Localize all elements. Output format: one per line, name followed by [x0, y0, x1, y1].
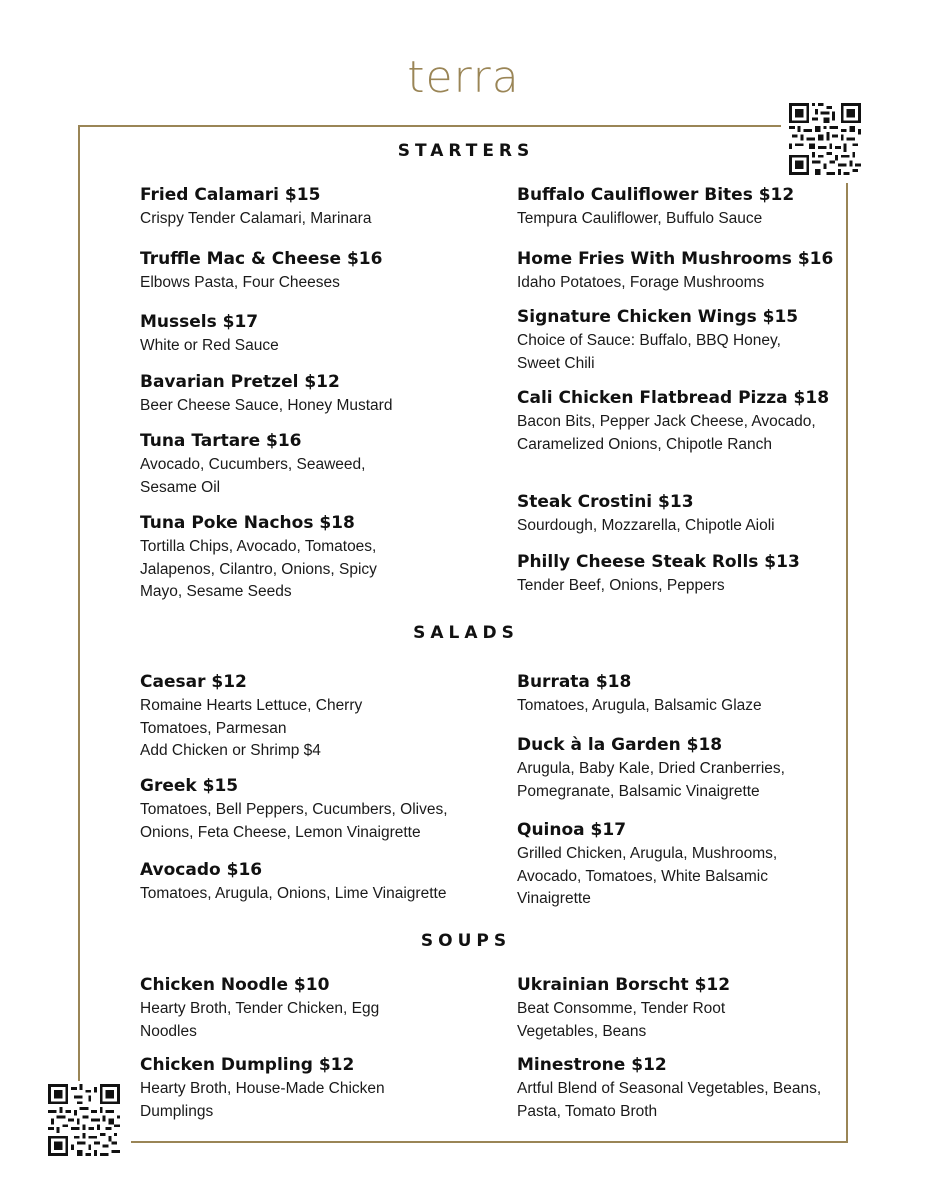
menu-item-description: Arugula, Baby Kale, Dried Cranberries, Pomegranate, Balsamic Vinaigrette [517, 760, 785, 800]
menu-item-name: Burrata $18 [517, 672, 632, 692]
qr-code-icon[interactable] [789, 103, 861, 175]
menu-item [140, 248, 470, 295]
menu-item [517, 819, 807, 911]
menu-item [517, 248, 847, 295]
menu-item [517, 671, 847, 718]
menu-item [517, 1054, 837, 1123]
menu-item-description: Beer Cheese Sauce, Honey Mustard [140, 397, 393, 414]
menu-item-description: Tomatoes, Bell Peppers, Cucumbers, Olives, Onions, Feta Cheese, Lemon Vinaigrette [140, 801, 448, 841]
menu-item-description: Choice of Sauce: Buffalo, BBQ Honey, Sweet Chili [517, 332, 781, 372]
menu-item-description: Hearty Broth, Tender Chicken, Egg Noodles [140, 1000, 380, 1040]
menu-item [517, 974, 757, 1043]
menu-item-name: Quinoa $17 [517, 820, 627, 840]
menu-item-name: Chicken Noodle $10 [140, 975, 330, 995]
menu-item-name: Cali Chicken Flatbread Pizza $18 [517, 388, 830, 408]
menu-item-name: Minestrone $12 [517, 1055, 667, 1075]
restaurant-name: terra [407, 52, 520, 103]
menu-item-name: Greek $15 [140, 776, 239, 796]
menu-item [517, 491, 847, 538]
menu-item [140, 371, 470, 418]
menu-item-addon: Add Chicken or Shrimp $4 [140, 742, 321, 759]
menu-item-description: Bacon Bits, Pepper Jack Cheese, Avocado, Caramelized Onions, Chipotle Ranch [517, 413, 816, 453]
menu-item-description: Avocado, Cucumbers, Seaweed, Sesame Oil [140, 456, 366, 496]
menu-item-description: White or Red Sauce [140, 337, 279, 354]
menu-item [140, 184, 470, 231]
qr-code-icon[interactable] [48, 1084, 120, 1156]
menu-item-name: Caesar $12 [140, 672, 247, 692]
menu-item-name: Fried Calamari $15 [140, 185, 321, 205]
menu-item-name: Chicken Dumpling $12 [140, 1055, 355, 1075]
section-title-salads: SALADS [413, 623, 519, 643]
menu-item [517, 387, 830, 456]
menu-item [517, 306, 817, 375]
menu-item-name: Buffalo Cauliflower Bites $12 [517, 185, 795, 205]
menu-item-name: Truffle Mac & Cheese $16 [140, 249, 383, 269]
menu-item-name: Mussels $17 [140, 312, 259, 332]
menu-item [140, 512, 410, 604]
menu-item-description: Tender Beef, Onions, Peppers [517, 577, 725, 594]
menu-item [140, 974, 405, 1043]
menu-item-name: Duck à la Garden $18 [517, 735, 723, 755]
menu-item [140, 775, 470, 844]
menu-item-description: Romaine Hearts Lettuce, Cherry Tomatoes, Parmesan [140, 697, 363, 737]
menu-item-description: Grilled Chicken, Arugula, Mushrooms, Avocado, Tomatoes, White Balsamic Vinaigrette [517, 845, 778, 907]
menu-item-description: Beat Consomme, Tender Root Vegetables, Beans [517, 1000, 726, 1040]
menu-item-name: Signature Chicken Wings $15 [517, 307, 799, 327]
menu-item-name: Tuna Tartare $16 [140, 431, 302, 451]
menu-item-description: Tempura Cauliflower, Buffulo Sauce [517, 210, 763, 227]
menu-item-name: Avocado $16 [140, 860, 263, 880]
menu-item-name: Ukrainian Borscht $12 [517, 975, 731, 995]
menu-item-description: Elbows Pasta, Four Cheeses [140, 274, 340, 291]
menu-item [140, 1054, 410, 1123]
menu-item [140, 311, 470, 358]
menu-item [517, 184, 847, 231]
menu-item [517, 551, 847, 598]
menu-item [140, 430, 400, 499]
menu-item-description: Idaho Potatoes, Forage Mushrooms [517, 274, 765, 291]
menu-item [140, 859, 470, 906]
frame-top-line [78, 125, 781, 127]
menu-item-name: Home Fries With Mushrooms $16 [517, 249, 834, 269]
menu-item-name: Tuna Poke Nachos $18 [140, 513, 355, 533]
menu-item-description: Tortilla Chips, Avocado, Tomatoes, Jalapenos, Cilantro, Onions, Spicy Mayo, Sesame Seeds [140, 538, 377, 600]
menu-item-name: Philly Cheese Steak Rolls $13 [517, 552, 800, 572]
menu-item-name: Bavarian Pretzel $12 [140, 372, 340, 392]
menu-item [517, 734, 817, 803]
menu-item [140, 671, 390, 763]
menu-item-name: Steak Crostini $13 [517, 492, 694, 512]
menu-item-description: Crispy Tender Calamari, Marinara [140, 210, 372, 227]
frame-right-line [846, 183, 848, 1143]
section-title-starters: STARTERS [397, 141, 535, 161]
menu-item-description: Hearty Broth, House-Made Chicken Dumplings [140, 1080, 385, 1120]
frame-bottom-line [131, 1141, 848, 1143]
menu-item-description: Tomatoes, Arugula, Onions, Lime Vinaigrette [140, 885, 447, 902]
section-title-soups: SOUPS [420, 931, 512, 951]
menu-item-description: Sourdough, Mozzarella, Chipotle Aioli [517, 517, 775, 534]
menu-item-description: Artful Blend of Seasonal Vegetables, Beans, Pasta, Tomato Broth [517, 1080, 822, 1120]
menu-item-description: Tomatoes, Arugula, Balsamic Glaze [517, 697, 762, 714]
